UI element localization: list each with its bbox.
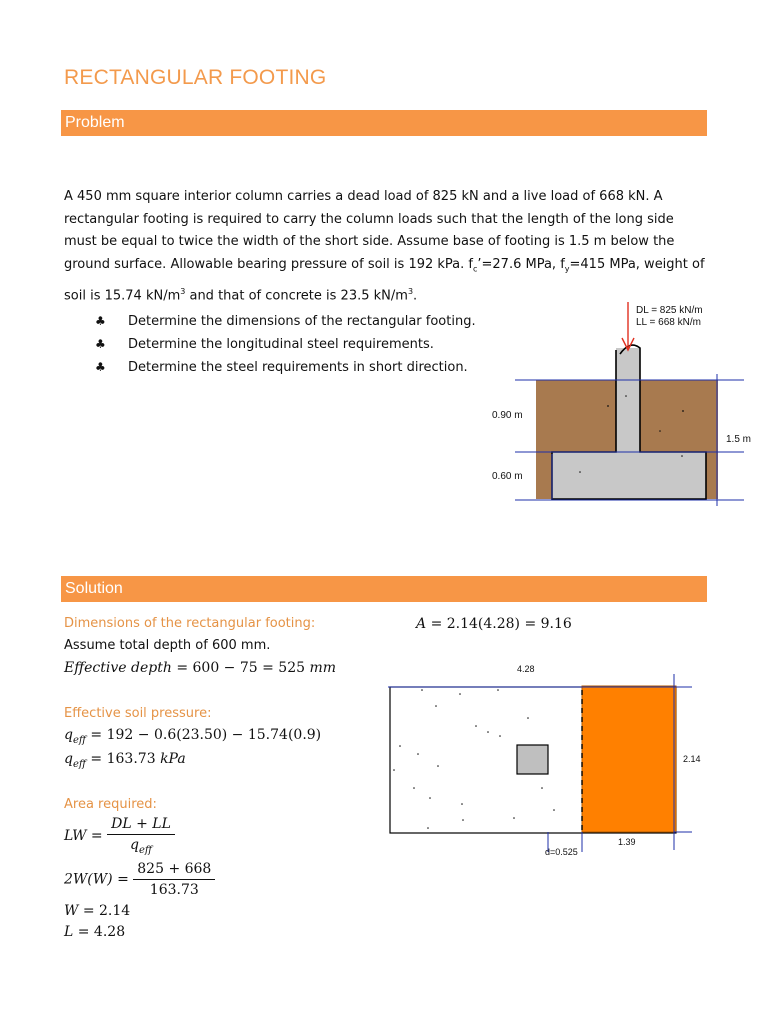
task-item: ♣ Determine the longitudinal steel requirements. — [95, 333, 476, 356]
column-plan — [517, 745, 548, 774]
soil-depth-label: 0.90 m — [492, 410, 523, 421]
club-bullet-icon: ♣ — [95, 360, 106, 374]
task-item: ♣ Determine the dimensions of the rectangular footing. — [95, 310, 476, 333]
club-bullet-icon: ♣ — [95, 314, 106, 328]
soil-pressure-heading: Effective soil pressure: — [64, 706, 212, 721]
footing-depth-label: 0.60 m — [492, 471, 523, 482]
problem-statement — [64, 186, 714, 308]
assume-depth-text: Assume total depth of 600 mm. — [64, 638, 271, 653]
lw-equation: LW = $\frac{DL + LL}{q_{eff}}$ — [64, 816, 175, 856]
solution-section-header: Solution — [61, 576, 707, 602]
crit-dim-label: 1.39 — [618, 837, 636, 847]
area-heading: Area required: — [64, 797, 157, 812]
problem-line-2: rectangular footing is required to carry the column loads such that the length of the long side — [64, 211, 674, 227]
d-dim-label: d=0.525 — [545, 847, 578, 857]
page-title: RECTANGULAR FOOTING — [64, 66, 327, 89]
effective-depth-eq: Effective depth = 600 − 75 = 525 mm — [64, 660, 337, 676]
w-result: W = 2.14 — [64, 903, 131, 919]
width-dim-label: 2.14 — [683, 754, 701, 764]
footing-section-diagram — [480, 296, 768, 510]
load-dl-label: DL = 825 kN/m — [636, 305, 703, 316]
qeff-result: $q_{eff} = 163.73$ kPa — [64, 751, 186, 770]
area-equation: A = 2.14(4.28) = 9.16 — [416, 616, 572, 632]
length-dim-label: 4.28 — [517, 664, 535, 674]
problem-line-5: soil is 15.74 $kN/m^3$ and that of concrete is 23.5 $kN/m^3$. — [64, 287, 418, 304]
problem-line-1: A 450 mm square interior column carries a dead load of 825 kN and a live load of 668 kN. A — [64, 189, 663, 204]
problem-section-header: Problem — [61, 110, 707, 136]
footing-plan-diagram — [388, 660, 708, 860]
task-list — [95, 310, 476, 379]
footing-slab — [552, 452, 706, 499]
load-ll-label: LL = 668 kN/m — [636, 317, 701, 328]
problem-line-3: must be equal to twice the width of the short side. Assume base of footing is 1.5 m below the — [64, 234, 675, 250]
column — [616, 348, 640, 454]
task-item: ♣ Determine the steel requirements in short direction. — [95, 356, 476, 379]
w-equation: 2W(W) = $\frac{825 + 668}{163.73}$ — [64, 861, 215, 898]
total-depth-label: 1.5 m — [726, 434, 752, 445]
dimensions-heading: Dimensions of the rectangular footing: — [64, 616, 316, 631]
critical-strip — [582, 686, 676, 832]
problem-line-4: ground surface. Allowable bearing pressure of soil is 192 kPa. $f_c’=27.6$ MPa, $f_y=415$ MPa, weight of — [64, 257, 705, 274]
club-bullet-icon: ♣ — [95, 337, 106, 351]
l-result: L = 4.28 — [64, 924, 126, 940]
qeff-equation: $q_{eff} = 192 - 0.6(23.50) - 15.74(0.9)$ — [64, 727, 322, 746]
